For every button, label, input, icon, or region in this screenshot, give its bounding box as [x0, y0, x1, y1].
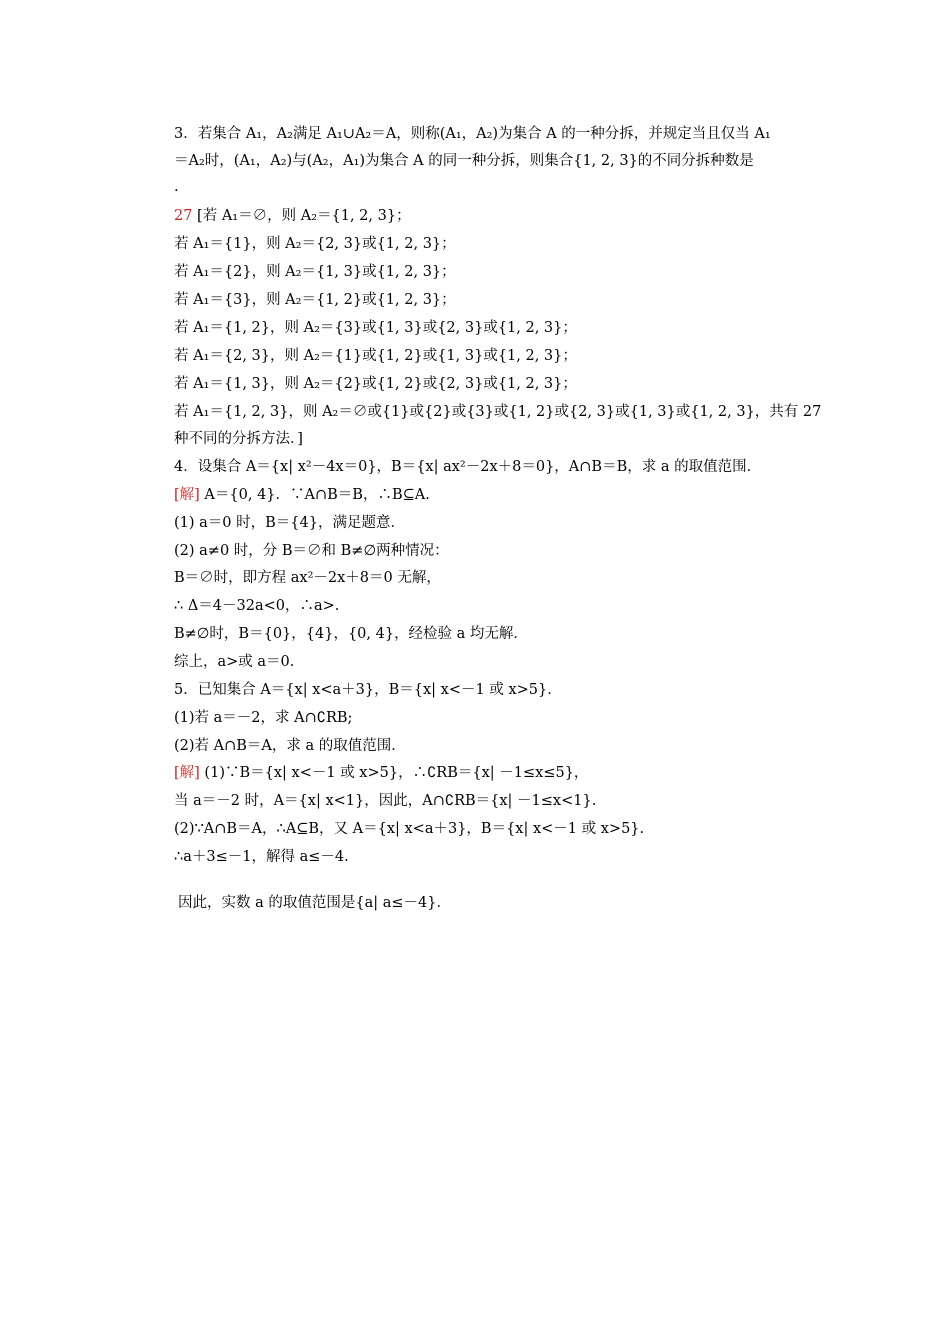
problem5-solution-start — [174, 763, 588, 783]
problem5-solution-first: (1)∵B＝{x| x<－1 或 x>5}，∴∁RB＝{x| －1≤x≤5}， — [199, 765, 589, 781]
solution-tag: [解] — [174, 487, 200, 503]
problem4-solution-line: (1) a＝0 时，B＝{4}，满足题意． — [174, 515, 405, 531]
problem5-solution-line: 当 a＝－2 时，A＝{x| x<1}，因此，A∩∁RB＝{x| －1≤x<1}. — [174, 793, 597, 809]
problem3-question-line3: . — [174, 179, 179, 195]
problem5-final-answer: 因此，实数 a 的取值范围是{a| a≤－4}． — [178, 895, 451, 911]
problem4-solution-start — [174, 485, 430, 505]
problem5-part: (1)若 a＝－2，求 A∩∁RB; — [174, 710, 353, 726]
problem4-question: 4．设集合 A＝{x| x²－4x＝0}，B＝{x| ax²－2x＋8＝0}，A∩B＝B，求 a 的取值范围． — [174, 459, 762, 475]
problem5-solution-line: ∴a＋3≤－1，解得 a≤－4. — [174, 849, 349, 865]
problem3-case: 若 A₁＝{1, 3}，则 A₂＝{2}或{1, 2}或{2, 3}或{1, 2, 3}； — [174, 376, 577, 392]
problem3-answer: 27 — [174, 208, 193, 224]
problem5-question: 5．已知集合 A＝{x| x<a＋3}，B＝{x| x<－1 或 x>5}． — [174, 682, 562, 698]
problem4-solution-line: B≠∅时，B＝{0}，{4}，{0, 4}，经检验 a 均无解． — [174, 626, 528, 642]
problem3-case: 若 A₁＝{2}，则 A₂＝{1, 3}或{1, 2, 3}； — [174, 264, 456, 280]
problem3-case-empty: [若 A₁＝∅，则 A₂＝{1, 2, 3}； — [192, 208, 411, 224]
problem3-case: 若 A₁＝{1, 2, 3}，则 A₂＝∅或{1}或{2}或{3}或{1, 2}或{2, 3}或{1, 3}或{1, 2, 3}，共有 27 — [174, 404, 822, 420]
problem3-case: 若 A₁＝{2, 3}，则 A₂＝{1}或{1, 2}或{1, 3}或{1, 2, 3}； — [174, 348, 577, 364]
problem3-case: 若 A₁＝{1, 2}，则 A₂＝{3}或{1, 3}或{2, 3}或{1, 2, 3}； — [174, 320, 577, 336]
problem4-solution-line: ∴ Δ＝4－32a<0，∴a>. — [174, 598, 340, 614]
problem3-conclusion: 种不同的分拆方法．] — [174, 431, 303, 447]
problem4-solution-line: 综上，a>或 a＝0. — [174, 654, 295, 670]
problem4-solution-line: B＝∅时，即方程 ax²－2x＋8＝0 无解， — [174, 570, 441, 586]
problem3-question-line1: 3．若集合 A₁，A₂满足 A₁∪A₂＝A，则称(A₁，A₂)为集合 A 的一种分拆，并规定当且仅当 A₁ — [174, 126, 771, 142]
problem5-solution-line: (2)∵A∩B＝A，∴A⊆B，又 A＝{x| x<a＋3}，B＝{x| x<－1 或 x>5}. — [174, 821, 645, 837]
solution-tag: [解] — [174, 765, 200, 781]
problem3-case: 若 A₁＝{1}，则 A₂＝{2, 3}或{1, 2, 3}； — [174, 236, 456, 252]
problem5-part: (2)若 A∩B＝A，求 a 的取值范围． — [174, 738, 406, 754]
problem3-answer-line — [174, 206, 411, 226]
problem3-case: 若 A₁＝{3}，则 A₂＝{1, 2}或{1, 2, 3}； — [174, 292, 456, 308]
problem3-question-line2: ＝A₂时，(A₁，A₂)与(A₂，A₁)为集合 A 的同一种分拆，则集合{1, 2, 3}的不同分拆种数是 — [174, 153, 754, 169]
problem4-solution-line: (2) a≠0 时，分 B＝∅和 B≠∅两种情况： — [174, 543, 449, 559]
problem4-solution-first: A＝{0, 4}．∵A∩B＝B，∴B⊆A. — [199, 487, 430, 503]
